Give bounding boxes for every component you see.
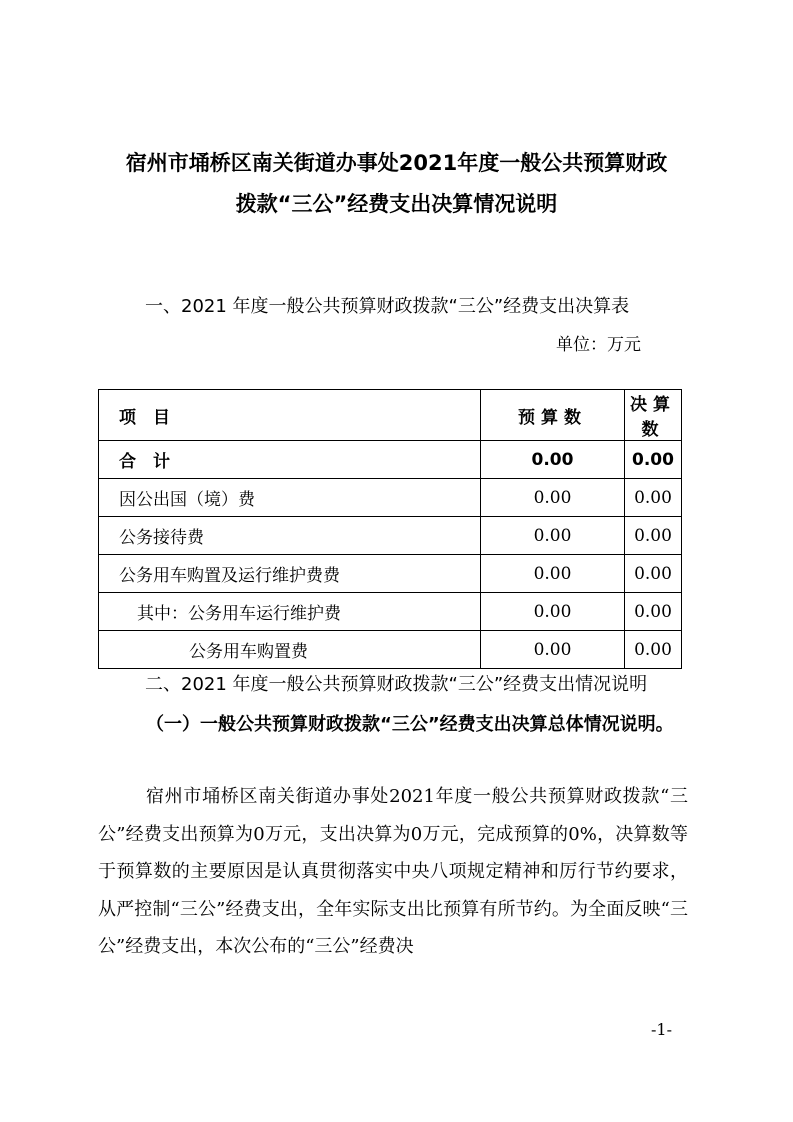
- header-budget: 预算数: [481, 390, 625, 441]
- row-final: 0.00: [625, 593, 682, 631]
- subsection1-heading: （一）一般公共预算财政拨款“三公”经费支出决算总体情况说明。: [146, 714, 674, 735]
- row-item: 公务接待费: [99, 517, 481, 555]
- row-budget: 0.00: [481, 479, 625, 517]
- table-row: [99, 555, 682, 593]
- row-final: 0.00: [625, 441, 682, 479]
- section1-heading: 一、2021 年度一般公共预算财政拨款“三公”经费支出决算表: [145, 296, 630, 317]
- table-row: [99, 593, 682, 631]
- row-final: 0.00: [625, 555, 682, 593]
- row-budget: 0.00: [481, 631, 625, 669]
- section2-heading: 二、2021 年度一般公共预算财政拨款“三公”经费支出情况说明: [145, 674, 648, 695]
- table-header-row: [99, 390, 682, 441]
- row-budget: 0.00: [481, 555, 625, 593]
- row-final: 0.00: [625, 517, 682, 555]
- row-item: 其中：公务用车运行维护费: [99, 593, 481, 631]
- body-paragraph: 宿州市埇桥区南关街道办事处2021年度一般公共预算财政拨款“三公”经费支出预算为0万元，支出决算为0万元，完成预算的0%，决算数等于预算数的主要原因是认真贯彻落实中央八项规定精神和厉行节约要求，从严控制“三公”经费支出，全年实际支出比预算有所节约。为全面反映“三公”经费支出，本次公布的“三公”经费决: [98, 786, 688, 957]
- row-final: 0.00: [625, 631, 682, 669]
- row-budget: 0.00: [481, 593, 625, 631]
- row-item: 公务用车购置及运行维护费费: [99, 555, 481, 593]
- table-row: [99, 517, 682, 555]
- page-number: -1-: [651, 1020, 672, 1039]
- row-budget: 0.00: [481, 441, 625, 479]
- row-item: 因公出国（境）费: [99, 479, 481, 517]
- document-title-line2: 拨款“三公”经费支出决算情况说明: [235, 192, 558, 216]
- unit-label: 单位：万元: [556, 335, 641, 355]
- table-row-total: [99, 441, 682, 479]
- row-final: 0.00: [625, 479, 682, 517]
- table-row: [99, 479, 682, 517]
- header-final: 决算数: [625, 390, 682, 441]
- row-item: 合 计: [99, 441, 481, 479]
- expense-table: [98, 389, 682, 669]
- header-item: 项 目: [99, 390, 481, 441]
- row-budget: 0.00: [481, 517, 625, 555]
- document-title-line1: 宿州市埇桥区南关街道办事处2021年度一般公共预算财政: [125, 151, 668, 175]
- row-item: 公务用车购置费: [99, 631, 481, 669]
- table-row: [99, 631, 682, 669]
